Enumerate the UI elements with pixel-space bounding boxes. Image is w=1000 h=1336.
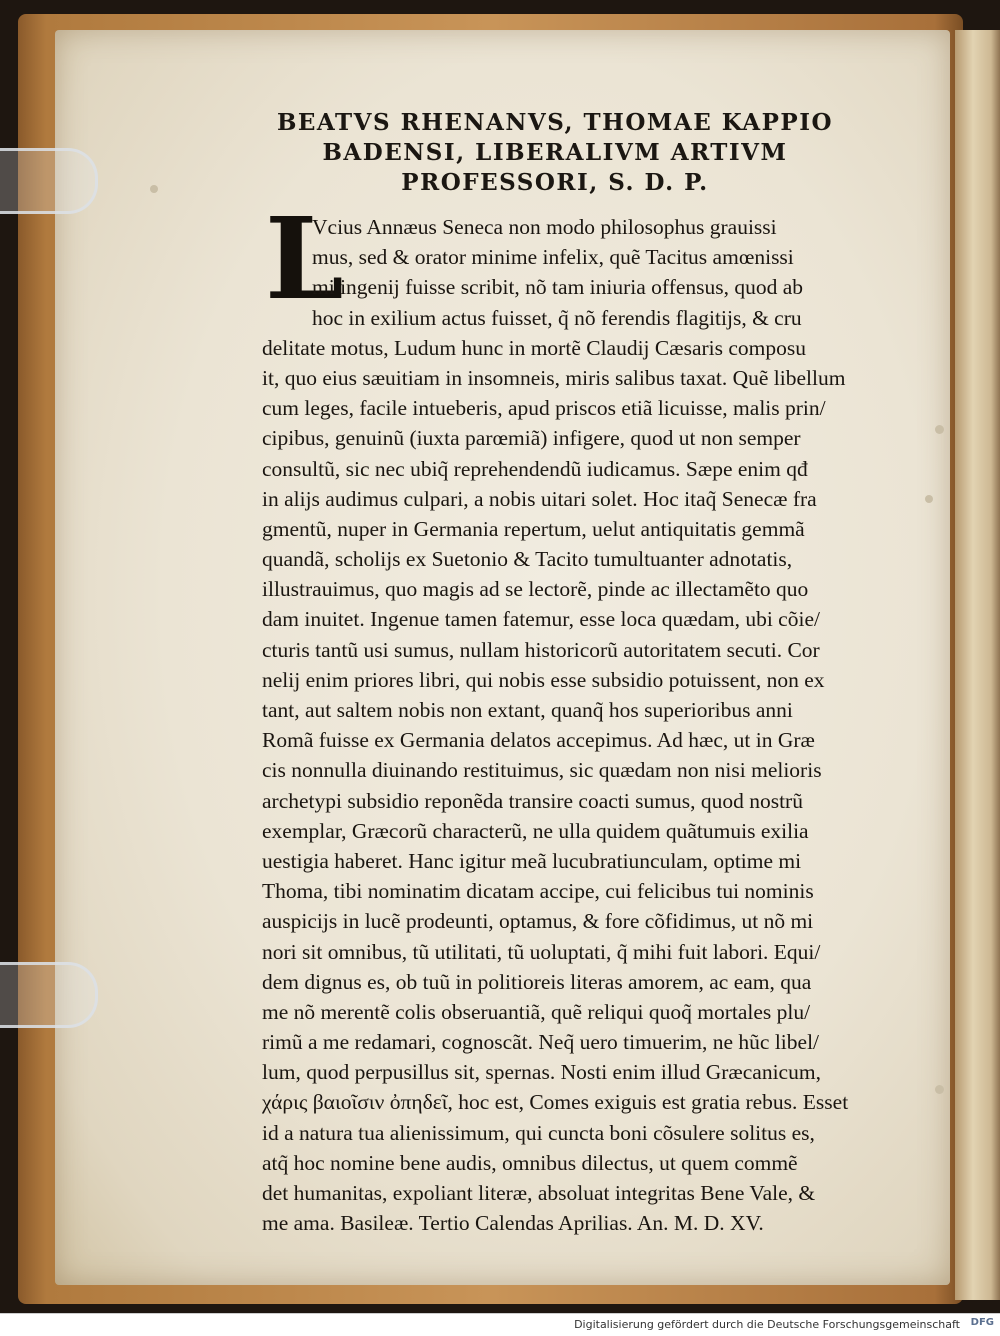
text-line: cturis tantũ usi sumus, nullam historicorũ autoritatem secuti. Cor [262,637,820,662]
heading-line-1: BEATVS RHENANVS, THOMAE KAPPIO [276,109,834,136]
text-line: me nõ merentẽ colis obseruantiã, quẽ reliqui quoq̃ mortales plu/ [262,999,811,1024]
text-line: auspicijs in lucẽ prodeunti, optamus, & fore cõfidimus, ut nõ mi [262,909,814,934]
text-line: Romã fuisse ex Germania delatos accepimus. Ad hæc, ut in Græ [262,728,815,753]
text-line: cipibus, genuinũ (iuxta parœmiã) infigere, quod ut non semper [262,426,801,451]
dfg-logo: DFG [970,1317,994,1328]
heading-line-2: BADENSI, LIBERALIVM ARTIVM [322,139,788,166]
facing-page-edge [955,30,1000,1300]
text-line: uestigia haberet. Hanc igitur meã lucubratiunculam, optime mi [262,848,802,873]
text-line: nelij enim priores libri, qui nobis esse subsidio potuissent, non ex [262,667,825,692]
heading-line-3: PROFESSORI, S. D. P. [401,169,709,196]
text-line: hoc in exilium actus fuisset, q̃ nõ ferendis flagitijs, & cru [312,305,802,330]
funding-notice: Digitalisierung gefördert durch die Deutsche Forschungsgemeinschaft [574,1318,960,1331]
text-line: χάρις βαιοῖσιν ὀπηδεῖ, hoc est, Comes exiguis est gratia rebus. Esset [262,1090,849,1115]
text-line: dem dignus es, ob tuũ in politioreis literas amorem, ac eam, qua [262,969,812,994]
text-line: id a natura tua alienissimum, qui cuncta boni cõsulere solitus es, [262,1120,815,1145]
text-line: quandã, scholijs ex Suetonio & Tacito tumultuanter adnotatis, [262,547,793,572]
text-line: cis nonnulla diuinando restituimus, sic quædam non nisi melioris [262,758,822,783]
text-line: me ama. Basileæ. Tertio Calendas Aprilias. An. M. D. XV. [262,1211,764,1236]
text-line: Thoma, tibi nominatim dicatam accipe, cui felicibus tui nominis [262,879,814,904]
text-line: Vcius Annæus Seneca non modo philosophus grauissi [312,215,777,239]
letter-body [262,194,912,1238]
text-line: rimũ a me redamari, cognoscãt. Neq̃ uero timuerim, ne hũc libel/ [262,1030,820,1055]
text-line: lum, quod perpusillus sit, spernas. Nosti enim illud Græcanicum, [262,1060,821,1085]
text-line: det humanitas, expoliant literæ, absoluat integritas Bene Vale, & [262,1181,816,1205]
paper-speck [925,495,933,503]
paper-speck [150,185,158,193]
footer-bar [0,1313,1000,1336]
page-clip-top [0,148,98,214]
page-clip-bottom [0,962,98,1028]
text-line: mus, sed & orator minime infelix, quẽ Tacitus amœnissi [312,245,794,270]
paper-speck [935,425,944,434]
text-line: nori sit omnibus, tũ utilitati, tũ uoluptati, q̃ mihi fuit labori. Equi/ [262,939,821,964]
text-line: gmentũ, nuper in Germania repertum, uelut antiquitatis gemmã [262,516,805,541]
text-line: archetypi subsidio reponẽda transire coacti sumus, quod nostrũ [262,788,803,813]
paper-speck [935,1085,944,1094]
text-line: dam inuitet. Ingenue tamen fatemur, esse loca quædam, ubi cõie/ [262,607,820,632]
text-line: in alijs audimus culpari, a nobis uitari solet. Hoc itaq̃ Senecæ fra [262,486,817,511]
text-line: illustrauimus, quo magis ad se lectorẽ, pinde ac illectamẽto quo [262,577,809,602]
text-line: tant, aut saltem nobis non extant, quanq̃ hos superioribus anni [262,698,793,722]
text-line: exemplar, Græcorũ characterũ, ne ulla quidem quãtumuis exilia [262,818,809,843]
text-line: it, quo eius sæuitiam in insomneis, miris salibus taxat. Quẽ libellum [262,365,846,390]
text-line: consultũ, sic nec ubiq̃ reprehendendũ iudicamus. Sæpe enim qđ [262,456,808,481]
text-line: mi ingenij fuisse scribit, nõ tam iniuria offensus, quod ab [312,275,804,300]
page-heading [230,108,880,198]
text-line: cum leges, facile intueberis, apud priscos etiã licuisse, malis prin/ [262,396,826,421]
text-line: delitate motus, Ludum hunc in mortẽ Claudij Cæsaris composu [262,335,807,360]
drop-capital: L [265,194,344,325]
text-line: atq̃ hoc nomine bene audis, omnibus dilectus, ut quem commẽ [262,1150,798,1175]
